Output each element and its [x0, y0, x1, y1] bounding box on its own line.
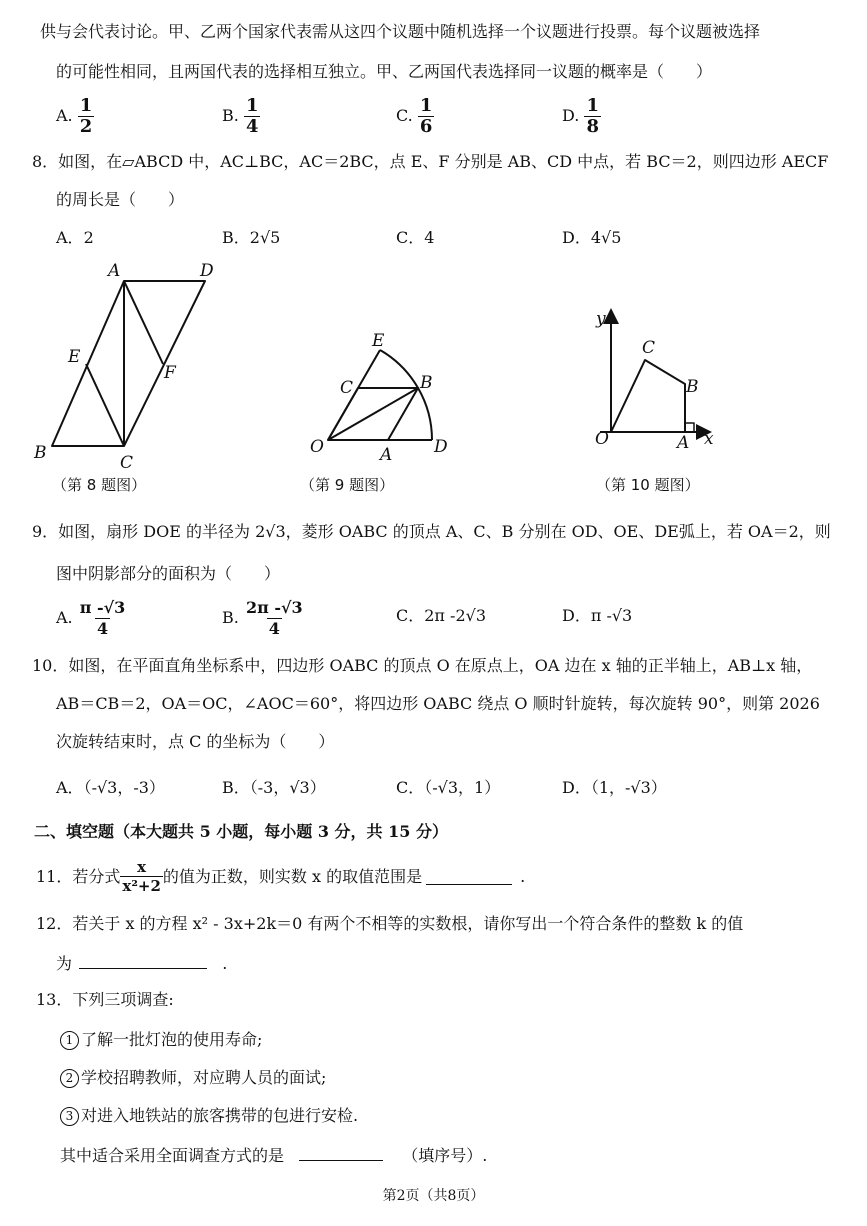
label-e: E	[68, 347, 81, 367]
label-a: A	[108, 261, 121, 281]
q13-item-2	[60, 1068, 326, 1088]
frac-den: 6	[419, 116, 433, 137]
q12-line1: 12．若关于 x 的方程 x² - 3x+2k＝0 有两个不相等的实数根，请你写出一个符合条件的整数 k 的值	[36, 914, 744, 933]
frac-den: x²+2	[122, 877, 161, 895]
item-text: 对进入地铁站的旅客携带的包进行安检.	[81, 1106, 359, 1125]
right-angle-mark	[685, 423, 694, 432]
option-label: C．	[396, 228, 425, 247]
circled-number: 2	[60, 1069, 79, 1088]
frac-num: 1	[586, 95, 599, 116]
answer-blank-11[interactable]	[426, 868, 512, 885]
answer-blank-13[interactable]	[299, 1144, 383, 1161]
option-label: A.	[56, 106, 73, 125]
option-value: 2π -2√3	[424, 606, 486, 625]
option-label: A.	[56, 608, 73, 627]
option-label: C．	[396, 778, 425, 797]
frac-den: 2	[79, 116, 93, 137]
q9-option-c	[396, 606, 486, 626]
q7-line1: 供与会代表讨论。甲、乙两个国家代表需从这四个议题中随机选择一个议题进行投票。每个议题被选择	[40, 22, 761, 41]
q9-line1: 9．如图，扇形 DOE 的半径为 2√3，菱形 OABC 的顶点 A、C、B 分别在 OD、OE、DE弧上，若 OA＝2，则	[32, 522, 831, 541]
label-a: A	[677, 433, 690, 453]
q9-line2: 图中阴影部分的面积为（ ）	[56, 564, 281, 583]
circled-number: 1	[60, 1031, 79, 1050]
q13-line1: 13．下列三项调查:	[36, 990, 174, 1009]
label-b: B	[34, 443, 47, 463]
q9-option-b	[222, 598, 305, 639]
frac-num: 1	[79, 95, 93, 116]
q10-line2: AB＝CB＝2，OA＝OC，∠AOC＝60°，将四边形 OABC 绕点 O 顺时针旋转，每次旋转 90°，则第 2026	[56, 694, 820, 713]
option-value: （-3，√3）	[249, 778, 326, 797]
frac-den: 8	[586, 116, 599, 137]
q11	[36, 858, 525, 895]
label-d: D	[200, 261, 214, 281]
label-c: C	[340, 378, 354, 398]
option-label: B.	[222, 106, 239, 125]
section-heading: 二、填空题（本大题共 5 小题，每小题 3 分，共 15 分）	[34, 822, 448, 841]
label-b: B	[420, 373, 433, 393]
option-label: D.	[562, 106, 580, 125]
option-label: D．	[562, 228, 591, 247]
label-c: C	[120, 453, 134, 473]
option-label: B．	[222, 228, 250, 247]
q10-option-b	[222, 778, 326, 798]
q13-item-1	[60, 1030, 262, 1050]
label-c: C	[642, 338, 656, 358]
option-label: C．	[396, 606, 425, 625]
q10-option-d	[562, 778, 667, 798]
option-value: 2	[83, 228, 94, 247]
frac-num: x	[137, 858, 147, 876]
q9-option-d	[562, 606, 632, 626]
option-value: π -√3	[590, 606, 633, 625]
option-label: D．	[562, 606, 591, 625]
q10-option-c	[396, 778, 500, 798]
q7-line2: 的可能性相同，且两国代表的选择相互独立。甲、乙两国代表选择同一议题的概率是（ ）	[56, 62, 713, 81]
q13-answer	[60, 1144, 487, 1166]
q11-end: .	[520, 866, 526, 886]
option-value: 4√5	[590, 228, 622, 247]
q8-line2: 的周长是（ ）	[56, 190, 185, 209]
label-d: D	[434, 437, 448, 457]
option-label: C.	[396, 106, 413, 125]
q11-suffix: 的值为正数，则实数 x 的取值范围是	[162, 866, 423, 886]
frac-den: 4	[245, 116, 259, 137]
q13-item-3	[60, 1106, 358, 1126]
q10-line1: 10．如图，在平面直角坐标系中，四边形 OABC 的顶点 O 在原点上，OA 边在 x 轴的正半轴上，AB⊥x 轴，	[32, 656, 813, 675]
frac-num: 1	[419, 95, 433, 116]
answer-blank-12[interactable]	[79, 952, 207, 969]
option-value: 2√5	[249, 228, 281, 247]
q12-prefix: 为	[56, 954, 73, 973]
option-label: D．	[562, 778, 591, 797]
option-label: B.	[222, 608, 239, 627]
label-f: F	[164, 363, 176, 383]
label-y: y	[596, 309, 606, 329]
option-label: B．	[222, 778, 250, 797]
label-e: E	[372, 331, 385, 351]
caption-fig10: （第 10 题图）	[596, 476, 700, 494]
circled-number: 3	[60, 1107, 79, 1126]
caption-fig9: （第 9 题图）	[300, 476, 395, 494]
q12-line2	[56, 952, 227, 974]
q10-option-a	[56, 778, 165, 798]
item-text: 学校招聘教师，对应聘人员的面试;	[81, 1068, 327, 1087]
page-footer: 第2页（共8页）	[382, 1188, 485, 1204]
q13-answer-prefix: 其中适合采用全面调查方式的是	[60, 1146, 285, 1165]
q11-prefix: 11．若分式	[36, 866, 121, 886]
q12-end: .	[222, 954, 228, 973]
q13-answer-suffix: （填序号）.	[402, 1146, 488, 1165]
option-label: A．	[56, 778, 84, 797]
label-b: B	[686, 377, 699, 397]
label-o: O	[310, 437, 324, 457]
label-a: A	[380, 445, 393, 465]
frac-num: 2π -√3	[245, 598, 303, 617]
q10-line3: 次旋转结束时，点 C 的坐标为（ ）	[56, 732, 335, 751]
item-text: 了解一批灯泡的使用寿命;	[81, 1030, 263, 1049]
frac-num: 1	[245, 95, 259, 116]
quadrilateral-oabc	[611, 360, 685, 432]
frac-den: 4	[96, 619, 109, 638]
q8-line1: 8．如图，在▱ABCD 中，AC⊥BC，AC＝2BC，点 E、F 分别是 AB、CD 中点，若 BC＝2，则四边形 AECF	[32, 152, 829, 171]
option-value: 4	[424, 228, 435, 247]
option-label: A．	[56, 228, 84, 247]
option-value: （1，-√3）	[590, 778, 667, 797]
option-value: （-√3，1）	[424, 778, 501, 797]
q9-option-a	[56, 598, 127, 639]
frac-num: π -√3	[79, 598, 126, 617]
frac-den: 4	[268, 619, 280, 638]
label-x: x	[704, 429, 714, 449]
label-o: O	[595, 429, 609, 449]
caption-fig8: （第 8 题图）	[52, 476, 147, 494]
option-value: （-√3，-3）	[83, 778, 165, 797]
